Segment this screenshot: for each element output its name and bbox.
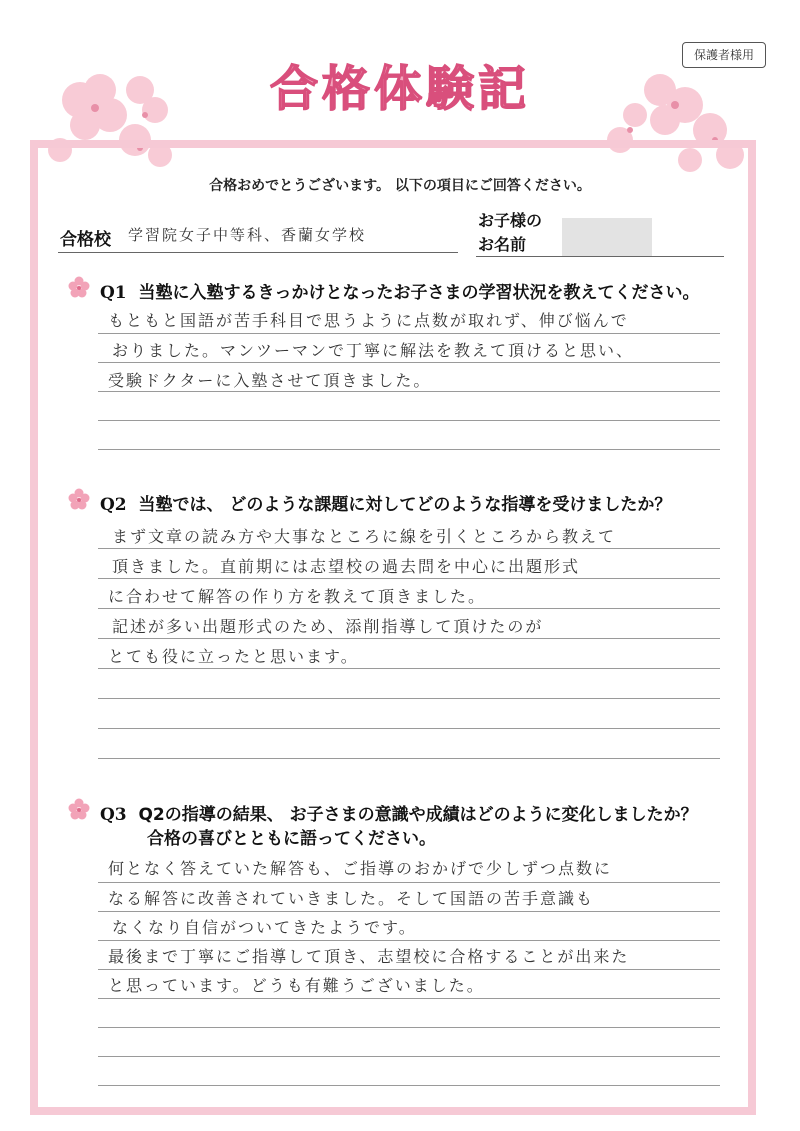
answer-line [98, 758, 720, 759]
answer-2-line-4: 記述が多い出題形式のため、添削指導して頂けたのが [112, 617, 544, 636]
answer-line [98, 698, 720, 699]
answer-line [98, 940, 720, 941]
answer-3-line-3: なくなり自信がついてきたようです。 [112, 918, 417, 937]
child-name-label-2: お名前 [478, 235, 527, 254]
answer-2-line-5: とても役に立ったと思います。 [108, 647, 359, 666]
answer-line [98, 911, 720, 912]
answer-2-line-2: 頂きました。直前期には志望校の過去問を中心に出題形式 [112, 557, 581, 576]
question-1-number: Q1 [100, 283, 127, 303]
answer-line [98, 420, 720, 421]
answer-3-line-4: 最後まで丁寧にご指導して頂き、志望校に合格することが出来た [108, 947, 630, 966]
answer-line [98, 362, 720, 363]
answer-line [98, 548, 720, 549]
sakura-bullet-icon [68, 488, 90, 510]
answer-line [98, 578, 720, 579]
question-2 [100, 490, 671, 515]
answer-line [98, 728, 720, 729]
intro-text: 合格おめでとうございます。 以下の項目にご回答ください。 [209, 178, 591, 194]
school-underline [58, 252, 458, 253]
sakura-bullet-icon [68, 798, 90, 820]
question-2-number: Q2 [100, 495, 127, 515]
name-underline [476, 256, 724, 257]
question-1-text: 当塾に入塾するきっかけとなったお子さまの学習状況を教えてください。 [138, 283, 700, 303]
answer-line [98, 449, 720, 450]
answer-1-line-3: 受験ドクターに入塾させて頂きました。 [108, 371, 432, 390]
school-value: 学習院女子中等科、香蘭女学校 [128, 226, 367, 244]
question-3 [100, 800, 698, 825]
answer-line [98, 1085, 720, 1086]
sakura-bullet-icon [68, 276, 90, 298]
answer-line [98, 608, 720, 609]
answer-line [98, 998, 720, 999]
page-title: 合格体験記 [269, 61, 530, 117]
question-3-number: Q3 [100, 805, 127, 825]
question-3-text: Q2の指導の結果、 お子さまの意識や成績はどのように変化しましたか？ [138, 805, 698, 825]
answer-1-line-2: おりました。マンツーマンで丁寧に解法を教えて頂けると思い、 [112, 341, 635, 360]
answer-3-line-5: と思っています。どうも有難うございました。 [108, 976, 485, 995]
answer-line [98, 638, 720, 639]
answer-line [98, 969, 720, 970]
question-2-text: 当塾では、 どのような課題に対してどのような指導を受けましたか？ [138, 495, 672, 515]
child-name-label-1: お子様の [478, 211, 543, 230]
answer-line [98, 1027, 720, 1028]
answer-2-line-1: まず文章の読み方や大事なところに線を引くところから教えて [112, 527, 617, 546]
answer-2-line-3: に合わせて解答の作り方を教えて頂きました。 [108, 587, 487, 606]
answer-line [98, 333, 720, 334]
redacted-name [562, 218, 652, 256]
school-label: 合格校 [60, 230, 111, 250]
answer-line [98, 882, 720, 883]
answer-3-line-2: なる解答に改善されていきました。そして国語の苦手意識も [108, 889, 595, 908]
answer-line [98, 668, 720, 669]
question-3-text-line-2: 合格の喜びとともに語ってください。 [147, 829, 436, 849]
parent-use-tag: 保護者様用 [682, 42, 766, 68]
answer-line [98, 391, 720, 392]
answer-3-line-1: 何となく答えていた解答も、ご指導のおかげで少しずつ点数に [108, 859, 613, 878]
question-1 [100, 278, 699, 303]
answer-1-line-1: もともと国語が苦手科目で思うように点数が取れず、伸び悩んで [108, 311, 629, 330]
answer-line [98, 1056, 720, 1057]
